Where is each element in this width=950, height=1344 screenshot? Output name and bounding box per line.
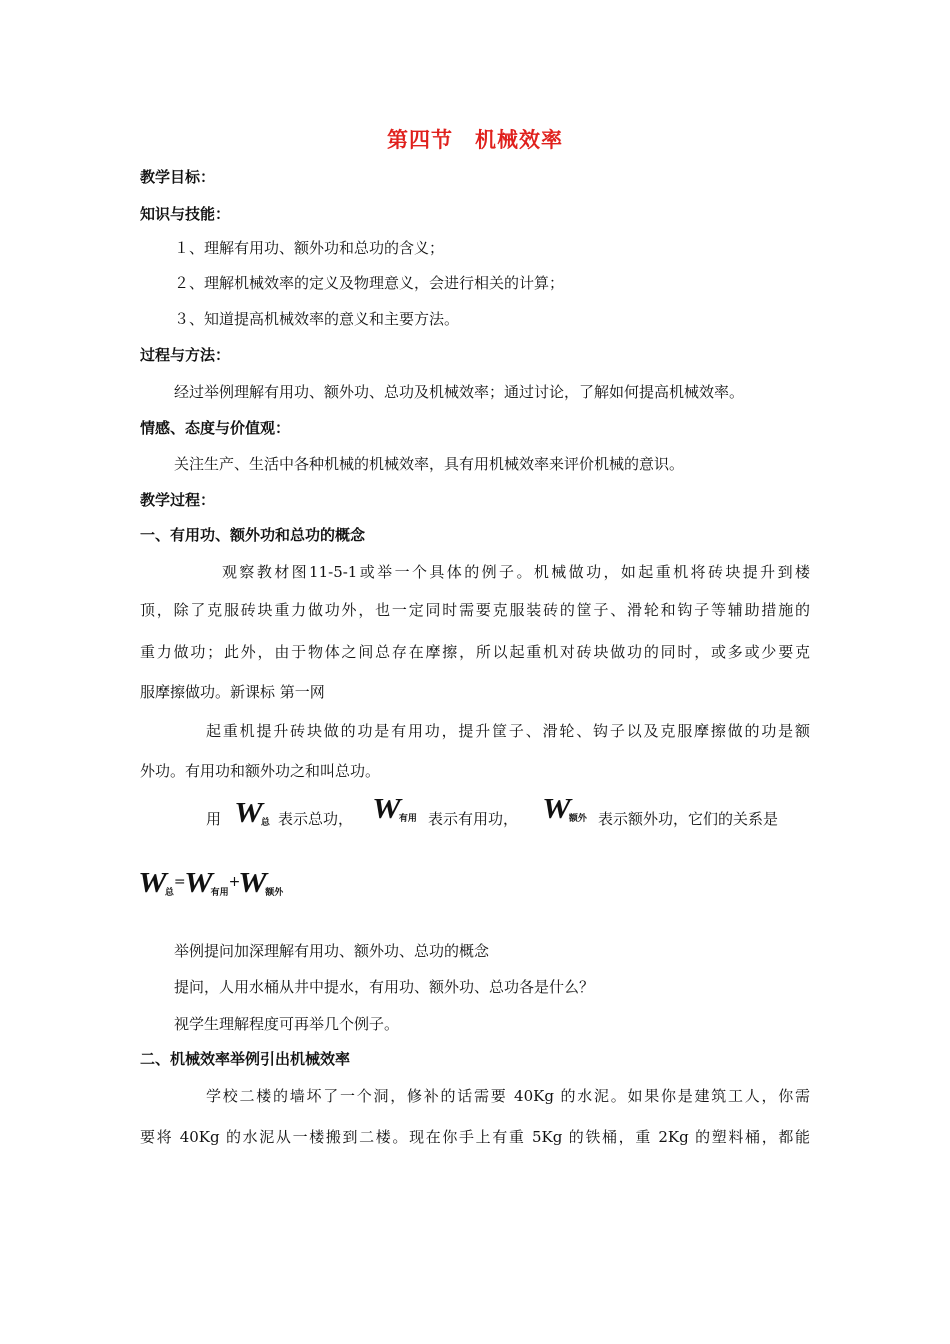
heading-teaching-process: 教学过程： — [140, 491, 216, 509]
page-title: 第四节 机械效率 — [387, 128, 563, 152]
w-extra-desc: 表示额外功，它们的关系是 — [598, 810, 779, 828]
goal-item-2: ２、理解机械效率的定义及物理意义，会进行相关的计算； — [174, 274, 565, 292]
section-1-para-1-line-3: 重力做功；此外，由于物体之间总存在摩擦，所以起重机对砖块做功的同时，或多或少要克 — [140, 643, 810, 661]
attitude-text: 关注生产、生活中各种机械的机械效率，具有用机械效率来评价机械的意识。 — [174, 455, 685, 473]
formula-total-work: $W_总=W_{有用}+W_{额外}$ — [138, 868, 284, 899]
heading-process-method: 过程与方法： — [140, 346, 231, 364]
heading-attitude: 情感、态度与价值观： — [140, 419, 291, 437]
section-1-example-line-1: 举例提问加深理解有用功、额外功、总功的概念 — [174, 942, 490, 960]
w-useful-desc: 表示有用功， — [428, 810, 519, 828]
section-1-example-line-3: 视学生理解程度可再举几个例子。 — [174, 1015, 400, 1033]
w-useful-symbol: $W_{有用}$ — [372, 794, 417, 825]
section-1-para-1-line-2: 顶，除了克服砖块重力做功外，也一定同时需要克服装砖的筐子、滑轮和钩子等辅助措施的 — [140, 601, 810, 619]
w-total-desc: 表示总功， — [278, 810, 354, 828]
process-text: 经过举例理解有用功、额外功、总功及机械效率；通过讨论，了解如何提高机械效率。 — [174, 383, 745, 401]
section-2-heading: 二、机械效率举例引出机械效率 — [140, 1050, 351, 1068]
section-1-para-2-line-2: 外功。有用功和额外功之和叫总功。 — [140, 762, 381, 780]
section-1-para-1-line-1: 观察教材图11-5-1或举一个具体的例子。机械做功，如起重机将砖块提升到楼 — [222, 563, 810, 581]
symbols-intro-text: 用 — [206, 810, 222, 828]
goal-item-3: ３、知道提高机械效率的意义和主要方法。 — [174, 310, 460, 328]
symbol-definition-line — [206, 794, 810, 838]
section-1-example-line-2: 提问，人用水桶从井中提水，有用功、额外功、总功各是什么？ — [174, 978, 595, 996]
heading-knowledge-skills: 知识与技能： — [140, 205, 231, 223]
section-2-para-line-2: 要将 40Kg 的水泥从一楼搬到二楼。现在你手上有重 5Kg 的铁桶，重 2Kg 的塑料桶，都能 — [140, 1128, 810, 1146]
w-total-symbol: $W_总$ — [234, 798, 270, 829]
goal-item-1: １、理解有用功、额外功和总功的含义； — [174, 239, 445, 257]
section-1-para-1-line-4: 服摩擦做功。新课标 第一网 — [140, 683, 325, 701]
section-1-para-2-line-1: 起重机提升砖块做的功是有用功，提升筐子、滑轮、钩子以及克服摩擦做的功是额 — [206, 722, 810, 740]
w-extra-symbol: $W_{额外}$ — [542, 794, 587, 825]
heading-teaching-goals: 教学目标： — [140, 168, 216, 186]
section-1-heading: 一、有用功、额外功和总功的概念 — [140, 526, 366, 544]
section-2-para-line-1: 学校二楼的墙坏了一个洞，修补的话需要 40Kg 的水泥。如果你是建筑工人，你需 — [206, 1087, 810, 1105]
